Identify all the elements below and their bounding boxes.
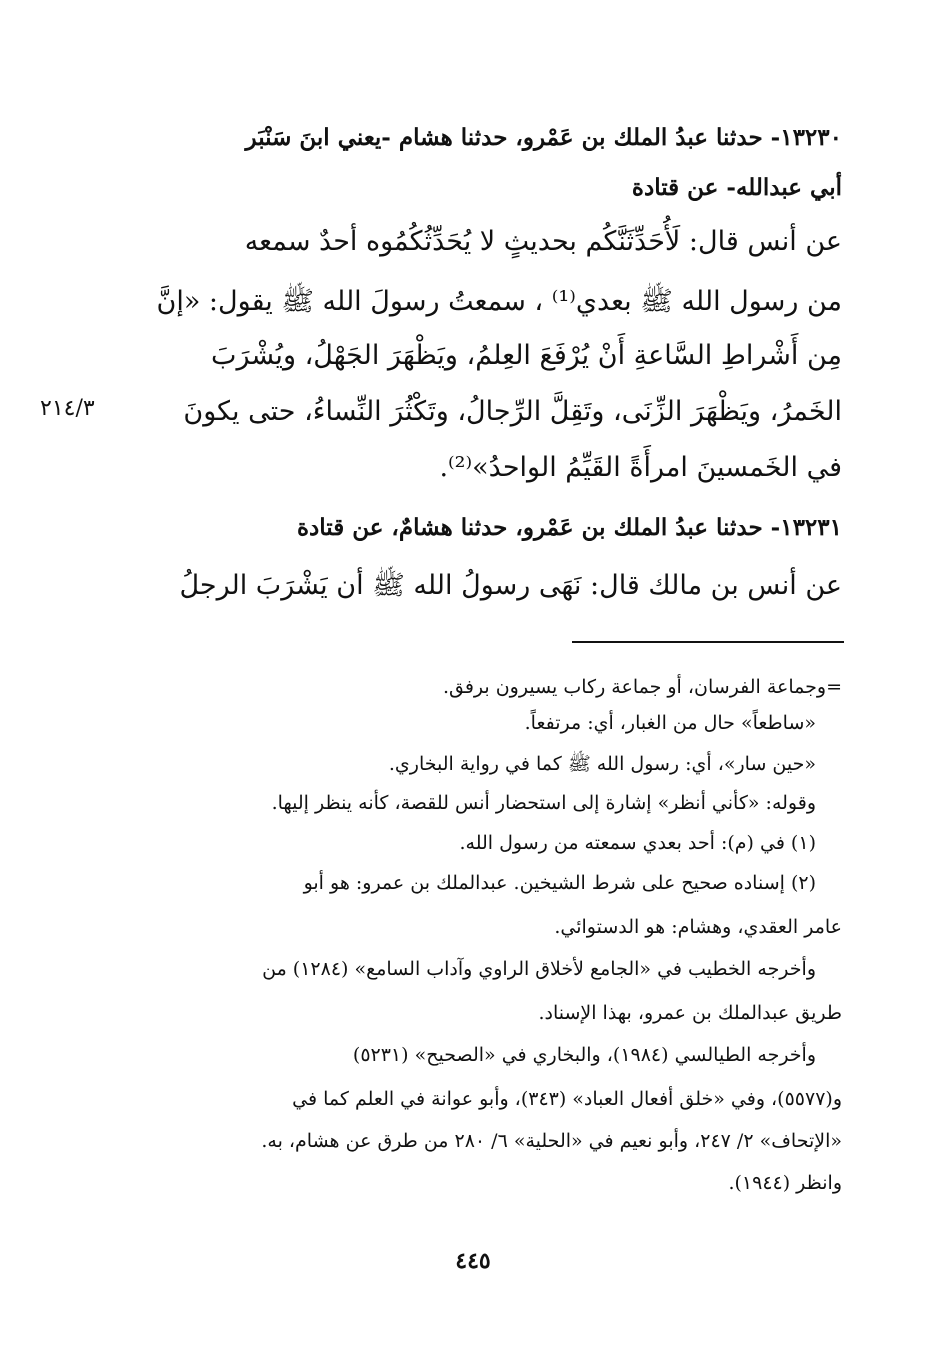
footnote-line: وأخرجه الطيالسي (١٩٨٤)، والبخاري في «الصحيح» (٥٢٣١) xyxy=(352,1044,816,1066)
hadith-isnad-line-1: ١٣٢٣٠- حدثنا عبدُ الملك بن عَمْرو، حدثنا هشام -يعني ابنَ سَنْبَر xyxy=(245,124,842,151)
footnote-line: وأخرجه الخطيب في «الجامع لأخلاق الراوي وآداب السامع» (١٢٨٤) من xyxy=(262,958,816,980)
footnote-line: عامر العقدي، وهشام: هو الدستوائي. xyxy=(554,916,842,938)
hadith-matn-line: في الخَمسينَ امرأَةً القَيِّمُ الواحدُ»⁽²⁾. xyxy=(439,452,842,483)
hadith-matn-line: من رسول الله ﷺ بعدي⁽¹⁾ ، سمعتُ رسولَ الله ﷺ يقول: «إنَّ xyxy=(156,286,842,317)
hadith-matn-line: عن أنس قال: لَأُحَدِّثَنَّكُم بحديثٍ لا يُحَدِّثُكُمُوه أحدٌ سمعه xyxy=(244,226,842,257)
footnote-line: (١) في (م): أحد بعدي سمعته من رسول الله. xyxy=(459,832,816,854)
footnote-line: «ساطعاً» حال من الغبار، أي: مرتفعاً. xyxy=(524,712,816,734)
footnote-separator xyxy=(572,641,844,643)
footnote-line: «حين سار»، أي: رسول الله ﷺ كما في رواية البخاري. xyxy=(388,753,816,775)
hadith-matn-line: مِن أَشْراطِ السَّاعةِ أَنْ يُرْفَعَ العِلمُ، ويَظْهَرَ الجَهْلُ، ويُشْرَبَ xyxy=(211,340,842,371)
margin-volume-page-reference: ٢١٤/٣ xyxy=(40,396,95,421)
footnote-line: و(٥٥٧٧)، وفي «خلق أفعال العباد» (٣٤٣)، وأبو عوانة في العلم كما في xyxy=(292,1088,842,1110)
footnote-line: «الإتحاف» ٢/ ٢٤٧، وأبو نعيم في «الحلية» ٦/ ٢٨٠ من طرق عن هشام، به. xyxy=(261,1130,842,1152)
footnote-line: وقوله: «كأني أنظر» إشارة إلى استحضار أنس للقصة، كأنه ينظر إليها. xyxy=(271,792,816,814)
footnote-line: وانظر (١٩٤٤). xyxy=(728,1172,842,1194)
hadith-isnad-line: ١٣٢٣١- حدثنا عبدُ الملك بن عَمْرو، حدثنا هشامٌ، عن قتادة xyxy=(296,514,842,541)
hadith-isnad-line-2: أبي عبدالله- عن قتادة xyxy=(631,174,842,201)
hadith-matn-line: الخَمرُ، ويَظْهَرَ الزِّنَى، وتَقِلَّ الرِّجالُ، وتَكْثُرَ النِّساءُ، حتى يكونَ xyxy=(183,396,842,427)
footnote-line: =وجماعة الفرسان، أو جماعة ركاب يسيرون برفق. xyxy=(442,676,842,698)
page-number: ٤٤٥ xyxy=(455,1248,491,1274)
footnote-line: طريق عبدالملك بن عمرو، بهذا الإسناد. xyxy=(538,1002,842,1024)
hadith-matn-line: عن أنس بن مالك قال: نَهَى رسولُ الله ﷺ أن يَشْرَبَ الرجلُ xyxy=(179,570,842,601)
footnote-line: (٢) إسناده صحيح على شرط الشيخين. عبدالملك بن عمرو: هو أبو xyxy=(303,872,816,894)
